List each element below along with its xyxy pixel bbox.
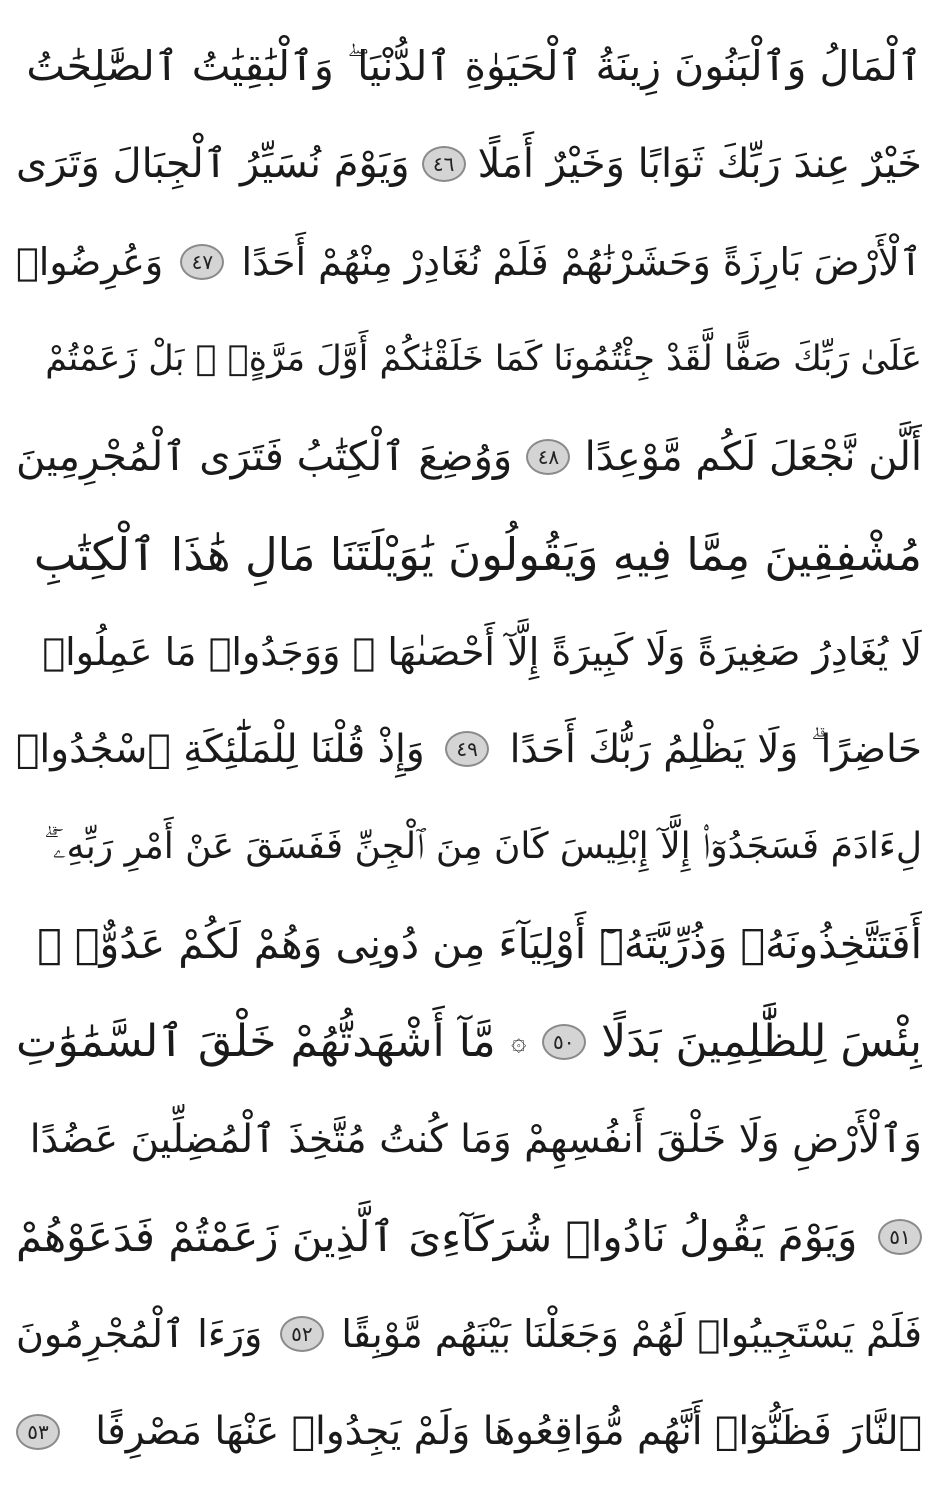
ayah-number-marker: ٤٩ <box>445 731 489 767</box>
verse-text: لَا يُغَادِرُ صَغِيرَةً وَلَا كَبِيرَةً إِلَّآ أَحْصَىٰهَا ۚ وَوَجَدُوا۟ مَا عَمِلُوا۟ <box>42 629 922 674</box>
verse-text: مَّآ أَشْهَدتُّهُمْ خَلْقَ ٱلسَّمَٰوَٰتِ <box>16 1016 496 1068</box>
ayah-number-marker: ٥١ <box>878 1219 922 1255</box>
verse-text: وَٱلْأَرْضِ وَلَا خَلْقَ أَنفُسِهِمْ وَمَا كُنتُ مُتَّخِذَ ٱلْمُضِلِّينَ عَضُدًا <box>29 1116 922 1162</box>
ayah-number-marker: ٤٦ <box>422 146 466 182</box>
verse-text: وَعُرِضُوا۟ <box>16 239 164 284</box>
text-line-14 <box>16 1286 922 1384</box>
verse-text: عَلَىٰ رَبِّكَ صَفًّا لَّقَدْ جِئْتُمُونَا كَمَا خَلَقْنَٰكُمْ أَوَّلَ مَرَّةٍۭ ۚ بَلْ زَعَمْتُمْ <box>45 339 922 380</box>
hizb-quarter-star-icon: ۞ <box>511 1026 527 1057</box>
text-line-2 <box>16 116 922 214</box>
verse-text: وَيَوْمَ نُسَيِّرُ ٱلْجِبَالَ وَتَرَى <box>16 141 410 188</box>
text-line-7 <box>16 603 922 701</box>
verse-text: حَاضِرًا ۗ وَلَا يَظْلِمُ رَبُّكَ أَحَدًا <box>509 726 922 772</box>
text-line-8 <box>16 701 922 799</box>
text-line-1 <box>16 18 922 116</box>
verse-text: أَفَتَتَّخِذُونَهُۥ وَذُرِّيَّتَهُۥٓ أَوْلِيَآءَ مِن دُونِى وَهُمْ لَكُمْ عَدُوٌّۢ ۚ <box>37 920 922 969</box>
verse-text: ٱلْمَالُ وَٱلْبَنُونَ زِينَةُ ٱلْحَيَوٰةِ ٱلدُّنْيَا ۖ وَٱلْبَٰقِيَٰتُ ٱلصَّٰلِحَٰتُ <box>26 42 922 91</box>
verse-text: خَيْرٌ عِندَ رَبِّكَ ثَوَابًا وَخَيْرٌ أَمَلًا <box>477 141 922 188</box>
verse-text: وَإِذْ قُلْنَا لِلْمَلَٰٓئِكَةِ ٱسْجُدُوا۟ <box>16 726 425 772</box>
text-line-5 <box>16 408 922 506</box>
verse-text: بِئْسَ لِلظَّٰلِمِينَ بَدَلًا <box>601 1016 922 1068</box>
text-line-12 <box>16 1091 922 1189</box>
verse-text: وَرَءَا ٱلْمُجْرِمُونَ <box>16 1312 263 1357</box>
text-line-11 <box>16 993 922 1091</box>
text-line-6 <box>16 506 922 604</box>
text-line-10 <box>16 896 922 994</box>
verse-text: وَيَوْمَ يَقُولُ نَادُوا۟ شُرَكَآءِىَ ٱلَّذِينَ زَعَمْتُمْ فَدَعَوْهُمْ <box>16 1212 858 1262</box>
verse-text: وَوُضِعَ ٱلْكِتَٰبُ فَتَرَى ٱلْمُجْرِمِينَ <box>16 433 513 480</box>
verse-text: أَلَّن نَّجْعَلَ لَكُم مَّوْعِدًا <box>584 433 922 480</box>
ayah-number-marker: ٥٢ <box>280 1316 324 1352</box>
verse-text: ٱلْأَرْضَ بَارِزَةً وَحَشَرْنَٰهُمْ فَلَمْ نُغَادِرْ مِنْهُمْ أَحَدًا <box>241 239 922 284</box>
ayah-number-marker: ٤٨ <box>526 439 570 475</box>
verse-text: لِءَادَمَ فَسَجَدُوٓا۟ إِلَّآ إِبْلِيسَ كَانَ مِنَ ٱلْجِنِّ فَفَسَقَ عَنْ أَمْرِ رَبِّهِۦٓ ۗ <box>43 825 922 867</box>
text-line-15 <box>16 1383 922 1481</box>
verse-text: مُشْفِقِينَ مِمَّا فِيهِ وَيَقُولُونَ يَٰوَيْلَتَنَا مَالِ هَٰذَا ٱلْكِتَٰبِ <box>33 527 922 581</box>
ayah-number-marker: ٥٣ <box>16 1414 60 1450</box>
text-line-13 <box>16 1188 922 1286</box>
ayah-number-marker: ٤٧ <box>180 244 224 280</box>
verse-text: فَلَمْ يَسْتَجِيبُوا۟ لَهُمْ وَجَعَلْنَا بَيْنَهُم مَّوْبِقًا <box>341 1312 922 1357</box>
text-line-9 <box>16 798 922 896</box>
verse-text: ٱلنَّارَ فَظَنُّوٓا۟ أَنَّهُم مُّوَاقِعُوهَا وَلَمْ يَجِدُوا۟ عَنْهَا مَصْرِفًا <box>95 1409 922 1455</box>
text-line-4 <box>16 311 922 409</box>
ayah-number-marker: ٥٠ <box>542 1024 586 1060</box>
text-line-3 <box>16 213 922 311</box>
